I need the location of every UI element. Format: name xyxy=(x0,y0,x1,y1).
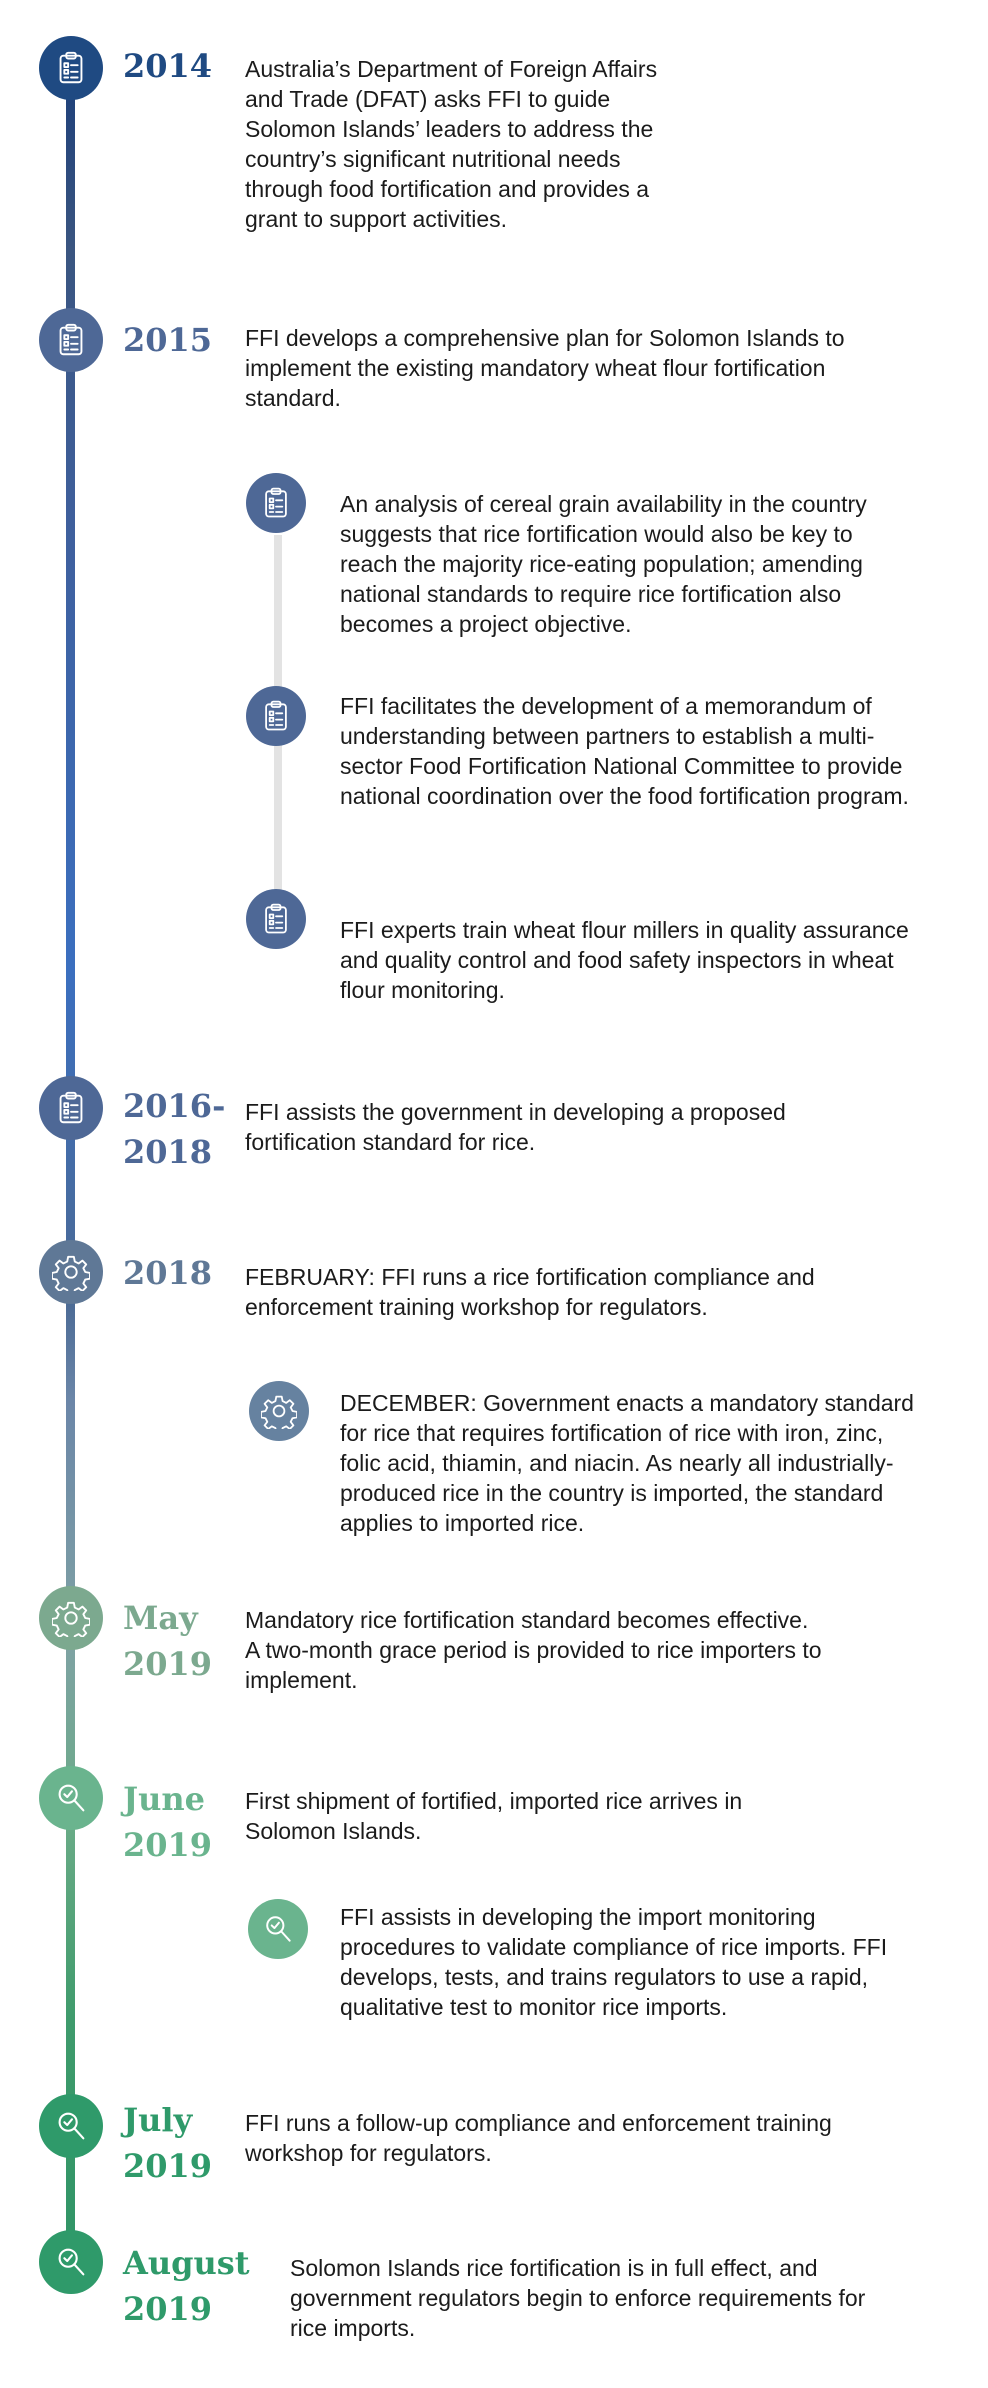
subentry-text: FFI assists in developing the import monitoring procedures to validate compliance of rice imports. FFI develops, tests, and trains regulators to use a rapid, qualitative test to monitor rice imports. xyxy=(340,1904,888,2020)
year-2018: 2018 xyxy=(123,1254,213,1292)
year-line-1: May xyxy=(123,1599,198,1637)
year-line-2: 2019 xyxy=(123,2147,213,2185)
year-line-2: 2019 xyxy=(123,1645,213,1683)
entry-june-2019-text: First shipment of fortified, imported rice arrives in Solomon Islands. xyxy=(245,1788,743,1844)
clipboard-icon xyxy=(246,889,306,949)
entry-july-2019-text: FFI runs a follow-up compliance and enforcement training workshop for regulators. xyxy=(245,2110,832,2166)
entry-2015-text: FFI develops a comprehensive plan for Solomon Islands to implement the existing mandatory wheat flour fortification standard. xyxy=(245,325,845,411)
timeline-main-line xyxy=(66,70,75,2265)
year-august-2019 xyxy=(123,2240,250,2332)
subentry-text: FFI facilitates the development of a memorandum of understanding between partners to establish a multi-sector Food Fortification National Committee to provide national coordination over the food fortification program. xyxy=(340,693,909,809)
year-line-1: June xyxy=(123,1780,206,1818)
year-line-2: 2018 xyxy=(123,1133,213,1171)
year-june-2019 xyxy=(123,1776,212,1868)
magnifier-check-icon xyxy=(39,2094,103,2158)
clipboard-icon xyxy=(39,308,103,372)
subentry-text: FFI experts train wheat flour millers in quality assurance and quality control and food safety inspectors in wheat flour monitoring. xyxy=(340,917,909,1003)
entry-2018-text: FEBRUARY: FFI runs a rice fortification compliance and enforcement training workshop for regulators. xyxy=(245,1264,815,1320)
entry-august-2019-text: Solomon Islands rice fortification is in full effect, and government regulators begin to enforce requirements for rice imports. xyxy=(290,2255,866,2341)
entry-may-2019-text: Mandatory rice fortification standard becomes effective. A two-month grace period is provided to rice importers to implement. xyxy=(245,1607,822,1693)
year-2014: 2014 xyxy=(123,47,213,85)
entry-2014-text: Australia’s Department of Foreign Affairs and Trade (DFAT) asks FFI to guide Solomon Islands’ leaders to address the country’s significant nutritional needs through food fortification and provides a grant to support activities. xyxy=(245,56,658,232)
clipboard-icon xyxy=(39,36,103,100)
gear-icon xyxy=(249,1381,309,1441)
clipboard-icon xyxy=(39,1076,103,1140)
year-line-1: August xyxy=(123,2244,250,2282)
magnifier-check-icon xyxy=(39,2230,103,2294)
gear-icon xyxy=(39,1240,103,1304)
year-2015: 2015 xyxy=(123,321,213,359)
year-2016-2018 xyxy=(123,1083,225,1175)
magnifier-check-icon xyxy=(39,1766,103,1830)
year-july-2019 xyxy=(123,2097,212,2189)
clipboard-icon xyxy=(246,686,306,746)
magnifier-check-icon xyxy=(248,1899,308,1959)
year-line-2: 2019 xyxy=(123,2290,213,2328)
subentry-text: An analysis of cereal grain availability in the country suggests that rice fortification would also be key to reach the majority rice-eating population; amending national standards to require rice fortification also becomes a project objective. xyxy=(340,491,867,637)
entry-2016-2018-text: FFI assists the government in developing a proposed fortification standard for rice. xyxy=(245,1099,786,1155)
gear-icon xyxy=(39,1586,103,1650)
year-line-1: 2016- xyxy=(123,1087,226,1125)
year-may-2019 xyxy=(123,1595,212,1687)
clipboard-icon xyxy=(246,473,306,533)
year-line-1: July xyxy=(123,2101,193,2139)
year-line-2: 2019 xyxy=(123,1826,213,1864)
subentry-text: DECEMBER: Government enacts a mandatory standard for rice that requires fortification of rice with iron, zinc, folic acid, thiamin, and niacin. As nearly all industrially-produced rice in the country is imported, the standard applies to imported rice. xyxy=(340,1390,914,1536)
